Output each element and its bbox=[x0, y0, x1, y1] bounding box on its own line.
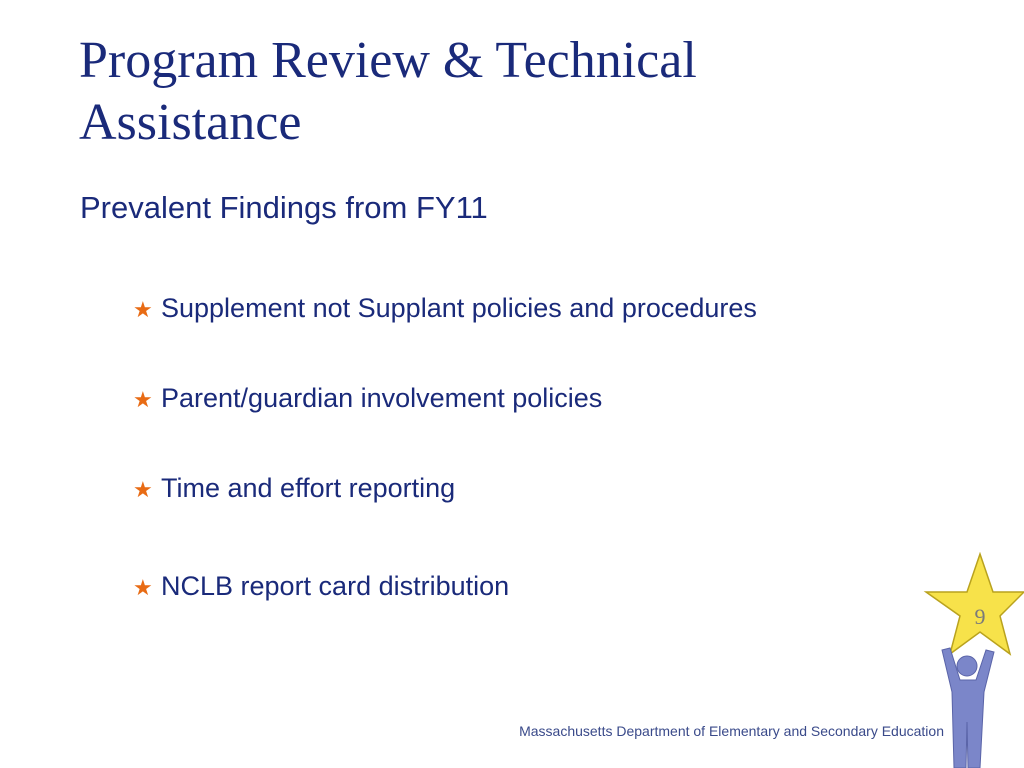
slide-subtitle: Prevalent Findings from FY11 bbox=[80, 190, 488, 225]
bullet-item bbox=[133, 383, 602, 414]
bullet-text: Supplement not Supplant policies and procedures bbox=[161, 293, 757, 323]
logo-person-shape bbox=[942, 648, 994, 768]
footer-text: Massachusetts Department of Elementary and Secondary Education bbox=[519, 723, 944, 739]
star-icon: ★ bbox=[133, 477, 153, 502]
bullet-item bbox=[133, 473, 455, 504]
bullet-text: NCLB report card distribution bbox=[161, 571, 510, 601]
star-icon: ★ bbox=[133, 387, 153, 412]
bullet-text: Parent/guardian involvement policies bbox=[161, 383, 603, 413]
slide-title: Program Review & Technical Assistance bbox=[79, 32, 697, 151]
bullet-item bbox=[133, 293, 757, 324]
star-icon: ★ bbox=[133, 297, 153, 322]
star-icon: ★ bbox=[133, 575, 153, 600]
bullet-item bbox=[133, 571, 509, 602]
page-number: 9 bbox=[974, 604, 986, 629]
bullet-text: Time and effort reporting bbox=[161, 473, 456, 503]
